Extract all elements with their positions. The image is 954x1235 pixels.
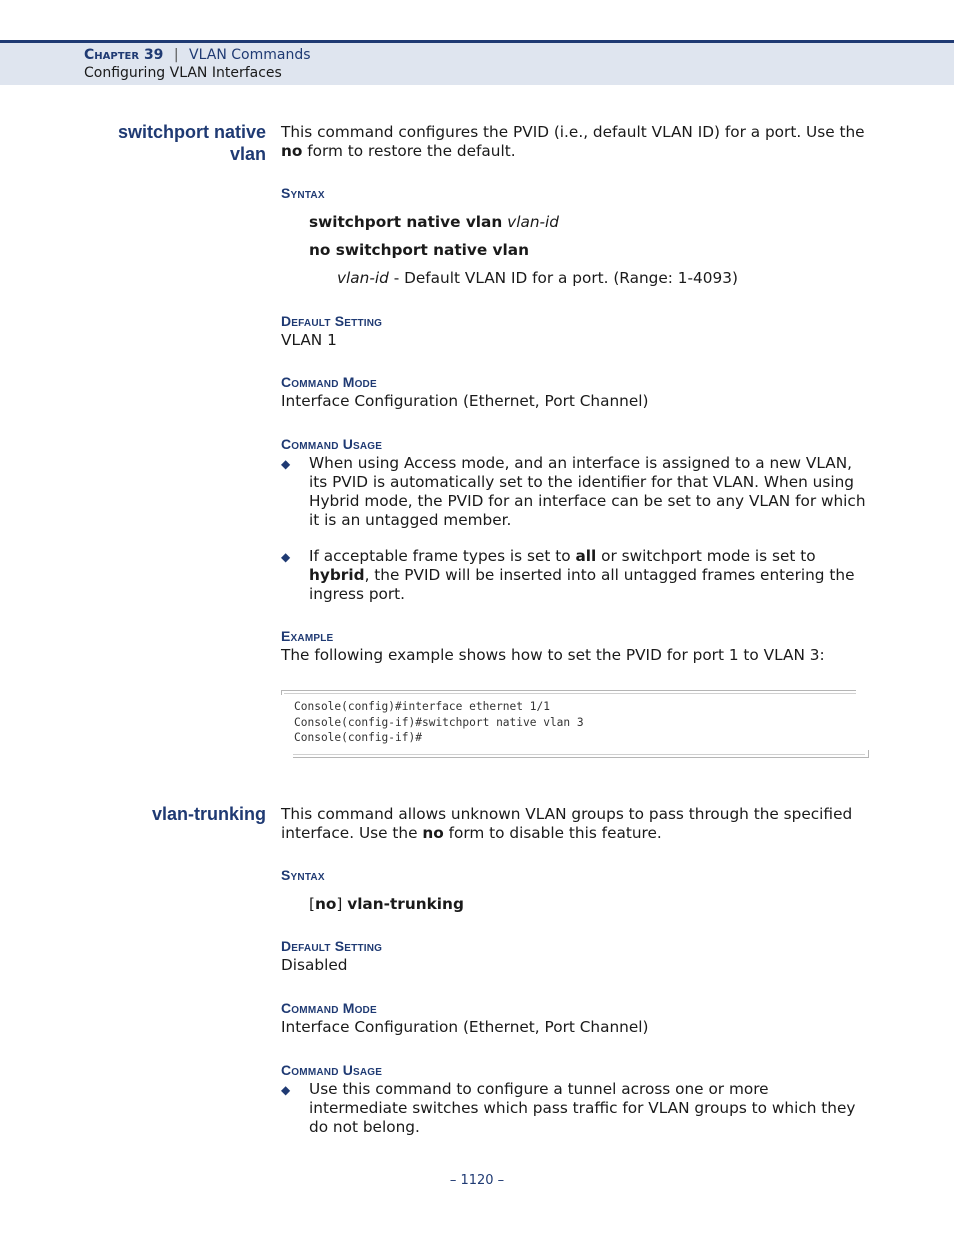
command-mode-heading: Command Mode <box>281 374 377 390</box>
parameter-description <box>337 269 738 287</box>
syntax-bracket-open: [ <box>309 895 315 913</box>
syntax-heading: Syntax <box>281 185 325 201</box>
syntax-argument: vlan-id <box>507 213 559 231</box>
syntax-command: vlan-trunking <box>347 895 464 913</box>
diamond-bullet-icon: ◆ <box>281 1083 291 1097</box>
command-title-vlan-trunking: vlan-trunking <box>151 804 266 824</box>
desc-text: This command allows unknown VLAN groups to pass through the specified interface. Use the <box>281 805 853 842</box>
page-number: – 1120 – <box>449 1173 505 1188</box>
command-title-switchport-native-vlan <box>118 121 266 165</box>
desc-no-keyword: no <box>281 142 303 160</box>
code-example: Console(config)#interface ethernet 1/1 Console(config-if)#switchport native vlan 3 Console(config-if)# <box>294 700 584 744</box>
chapter-label: Chapter 39 <box>84 47 164 63</box>
header-section: Configuring VLAN Interfaces <box>84 65 282 81</box>
desc-no-keyword: no <box>422 824 444 842</box>
usage-text-part: If acceptable frame types is set to <box>309 547 576 565</box>
usage-text-part: or switchport mode is set to <box>596 547 816 565</box>
usage-bullet <box>281 1080 871 1137</box>
desc-text: This command configures the PVID (i.e., default VLAN ID) for a port. Use the <box>281 123 865 141</box>
header-chapter <box>84 47 311 63</box>
diamond-bullet-icon: ◆ <box>281 457 291 471</box>
page-header <box>0 40 954 85</box>
command-mode-value: Interface Configuration (Ethernet, Port Channel) <box>281 392 649 410</box>
usage-text-part: , the PVID will be inserted into all untagged frames entering the ingress port. <box>309 566 855 603</box>
syntax-command: switchport native vlan <box>309 213 503 231</box>
example-heading: Example <box>281 628 334 644</box>
default-setting-heading: Default Setting <box>281 938 383 954</box>
default-setting-heading: Default Setting <box>281 313 383 329</box>
usage-bullet <box>281 547 871 604</box>
syntax-no-keyword: no <box>314 895 337 913</box>
title-line-2: vlan <box>229 144 266 164</box>
diamond-bullet-icon: ◆ <box>281 550 291 564</box>
usage-text: Use this command to configure a tunnel across one or more intermediate switches which pass traffic for VLAN groups to which they do not belong. <box>309 1080 856 1136</box>
syntax-no-command: no switchport native vlan <box>309 241 529 259</box>
default-setting-value: VLAN 1 <box>281 331 337 349</box>
syntax-line <box>309 895 464 913</box>
usage-text <box>309 547 871 604</box>
command-description <box>281 123 871 161</box>
usage-text: When using Access mode, and an interface is assigned to a new VLAN, its PVID is automatically set to the identifier for that VLAN. When using Hybrid mode, the PVID for an interface can be set to any VLAN for which it is an untagged member. <box>309 454 866 529</box>
default-setting-value: Disabled <box>281 956 348 974</box>
chapter-title: VLAN Commands <box>189 47 311 63</box>
command-usage-heading: Command Usage <box>281 1062 383 1078</box>
syntax-heading: Syntax <box>281 867 325 883</box>
syntax-bracket-close: ] <box>336 895 348 913</box>
command-mode-value: Interface Configuration (Ethernet, Port Channel) <box>281 1018 649 1036</box>
command-description <box>281 805 871 843</box>
usage-keyword-all: all <box>575 547 597 565</box>
usage-bullet <box>281 454 871 530</box>
example-description: The following example shows how to set the PVID for port 1 to VLAN 3: <box>281 646 825 664</box>
command-mode-heading: Command Mode <box>281 1000 377 1016</box>
header-separator: | <box>173 47 179 63</box>
syntax-line-1 <box>309 213 559 231</box>
code-example-box <box>281 690 869 758</box>
code-box-border-top-inner <box>284 693 856 697</box>
parameter-name: vlan-id <box>337 269 389 287</box>
code-box-border-bottom <box>293 750 869 758</box>
parameter-text: - Default VLAN ID for a port. (Range: 1-4093) <box>388 269 738 287</box>
desc-text-end: form to restore the default. <box>302 142 516 160</box>
command-usage-heading: Command Usage <box>281 436 383 452</box>
syntax-line-2 <box>309 241 529 259</box>
usage-keyword-hybrid: hybrid <box>309 566 365 584</box>
title-line-1: switchport native <box>117 122 266 142</box>
desc-text-end: form to disable this feature. <box>443 824 662 842</box>
